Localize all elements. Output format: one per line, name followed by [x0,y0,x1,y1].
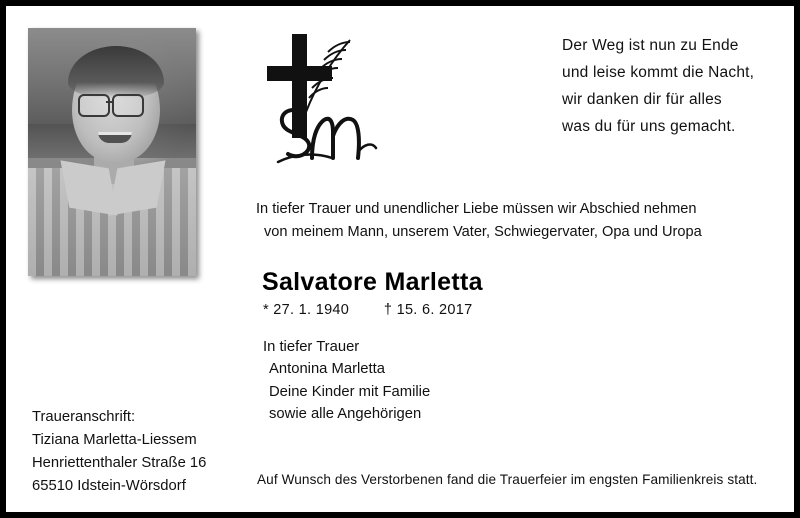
lead-line-2: von meinem Mann, unserem Vater, Schwiegervater, Opa und Uropa [264,224,702,241]
mourning-address-block [32,406,206,498]
deceased-name: Salvatore Marletta [262,268,483,296]
birth-date: 27. 1. 1940 [273,302,350,318]
portrait-photo [28,28,196,276]
birth-symbol: * [263,302,269,318]
address-line-2: Henriettenthaler Straße 16 [32,454,207,471]
obituary-inner [6,6,794,512]
verse-block [562,32,788,141]
verse-line-4: was du für uns gemacht. [562,118,736,136]
death-date: 15. 6. 2017 [396,302,473,318]
lead-text [256,198,790,245]
death-symbol: † [383,302,393,318]
funeral-note: Auf Wunsch des Verstorbenen fand die Trauerfeier im engsten Familienkreis statt. [257,472,758,487]
photo-glasses-bridge [106,101,114,103]
deceased-dates [263,302,472,318]
mourner-line-3: sowie alle Angehörigen [269,406,422,423]
mourners-block [263,336,430,426]
photo-glasses-right-lens [112,94,144,117]
portrait-photo-frame [28,28,196,276]
lead-line-1: In tiefer Trauer und unendlicher Liebe müssen wir Abschied nehmen [256,201,697,217]
address-line-1: Tiziana Marletta-Liessem [32,431,197,448]
cross-monogram-icon [254,26,394,176]
photo-glasses-left-lens [78,94,110,117]
verse-line-2: und leise kommt die Nacht, [562,64,755,82]
address-line-3: 65510 Idstein-Wörsdorf [32,477,186,494]
photo-shirt [28,168,196,276]
mourner-line-1: Antonina Marletta [269,361,385,378]
verse-line-3: wir danken dir für alles [562,91,722,109]
mourners-heading: In tiefer Trauer [263,339,360,355]
address-heading: Traueranschrift: [32,409,136,425]
mourner-line-2: Deine Kinder mit Familie [269,383,431,400]
verse-line-1: Der Weg ist nun zu Ende [562,37,739,54]
